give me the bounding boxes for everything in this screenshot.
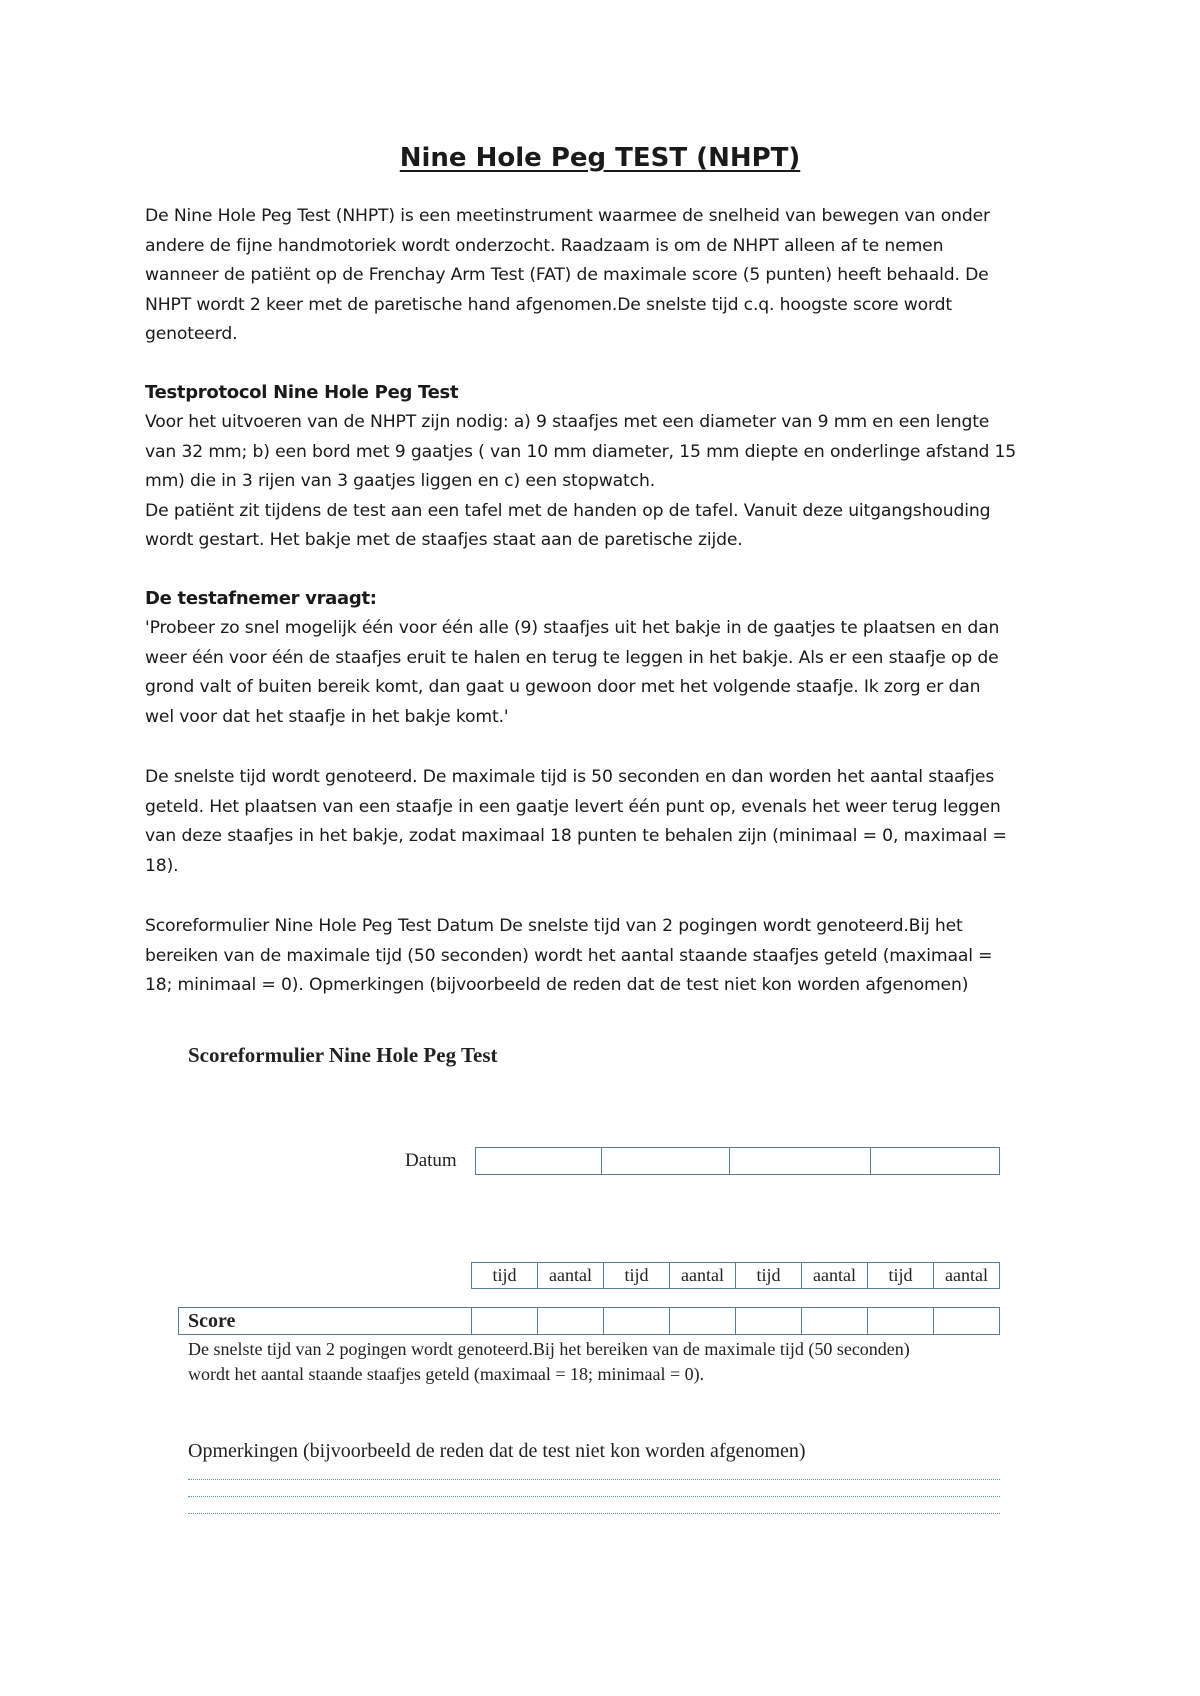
- score-cell[interactable]: [736, 1308, 802, 1334]
- score-cell[interactable]: [472, 1308, 538, 1334]
- column-header: aantal: [802, 1263, 868, 1288]
- column-header: tijd: [604, 1263, 670, 1288]
- column-header: aantal: [945, 1265, 988, 1285]
- protocol-line: wordt gestart. Het bakje met de staafjes staat aan de paretische zijde.: [145, 530, 743, 551]
- form-note-line: wordt het aantal staande staafjes geteld (maximaal = 18; minimaal = 0).: [188, 1364, 705, 1384]
- score-cell[interactable]: [604, 1308, 670, 1334]
- intro-line: genoteerd.: [145, 324, 238, 345]
- column-header: aantal: [670, 1263, 736, 1288]
- score-row: [178, 1307, 1000, 1335]
- column-header: tijd: [472, 1263, 538, 1288]
- summary-line: 18; minimaal = 0). Opmerkingen (bijvoorbeeld de reden dat de test niet kon worden afgenomen): [145, 975, 969, 996]
- protocol-line: De patiënt zit tijdens de test aan een tafel met de handen op de tafel. Vanuit deze uitgangshouding: [145, 500, 991, 521]
- summary-paragraph: [145, 912, 1065, 1001]
- summary-line: bereiken van de maximale tijd (50 seconden) wordt het aantal staande staafjes geteld (maximaal =: [145, 945, 993, 966]
- scoring-line: geteld. Het plaatsen van een staafje in een gaatje levert één punt op, evenals het weer terug leggen: [145, 796, 1001, 817]
- datum-cell[interactable]: [730, 1148, 871, 1174]
- instruction-quote: [145, 614, 1065, 732]
- datum-cell[interactable]: [871, 1148, 998, 1174]
- scoring-paragraph: [145, 763, 1065, 881]
- column-header-row: [471, 1262, 1000, 1289]
- remarks-line[interactable]: [188, 1496, 1000, 1497]
- datum-table: [475, 1147, 1000, 1175]
- intro-line: NHPT wordt 2 keer met de paretische hand afgenomen.De snelste tijd c.q. hoogste score wordt: [145, 294, 953, 315]
- scoring-line: van deze staafjes in het bakje, zodat maximaal 18 punten te behalen zijn (minimaal = 0, maximaal =: [145, 826, 1007, 847]
- intro-paragraph: [145, 202, 1065, 350]
- datum-cell[interactable]: [602, 1148, 730, 1174]
- score-cell[interactable]: [802, 1308, 868, 1334]
- protocol-line: Voor het uitvoeren van de NHPT zijn nodig: a) 9 staafjes met een diameter van 9 mm en een lengte: [145, 412, 990, 432]
- protocol-line: van 32 mm; b) een bord met 9 gaatjes ( van 10 mm diameter, 15 mm diepte en onderlinge afstand 15: [145, 441, 1017, 462]
- form-title: Scoreformulier Nine Hole Peg Test: [188, 1043, 498, 1067]
- remarks-line[interactable]: [188, 1479, 1000, 1480]
- score-cell[interactable]: [934, 1308, 999, 1334]
- intro-line: De Nine Hole Peg Test (NHPT) is een meetinstrument waarmee de snelheid van bewegen van onder: [145, 206, 990, 226]
- datum-cell[interactable]: [476, 1148, 602, 1174]
- intro-line: andere de fijne handmotoriek wordt onderzocht. Raadzaam is om de NHPT alleen af te nemen: [145, 235, 944, 256]
- summary-line: Scoreformulier Nine Hole Peg Test Datum De snelste tijd van 2 pogingen wordt genoteerd.Bij het: [145, 916, 963, 936]
- scoring-line: De snelste tijd wordt genoteerd. De maximale tijd is 50 seconden en dan worden het aantal staafjes: [145, 767, 995, 787]
- protocol-line: mm) die in 3 rijen van 3 gaatjes liggen en c) een stopwatch.: [145, 471, 656, 492]
- datum-label: Datum: [405, 1150, 457, 1171]
- score-cell[interactable]: [670, 1308, 736, 1334]
- instruction-heading: De testafnemer vraagt:: [145, 588, 377, 609]
- protocol-heading: Testprotocol Nine Hole Peg Test: [145, 382, 459, 403]
- form-note-line: De snelste tijd van 2 pogingen wordt genoteerd.Bij het bereiken van de maximale tijd (50 seconden): [188, 1339, 910, 1359]
- intro-line: wanneer de patiënt op de Frenchay Arm Test (FAT) de maximale score (5 punten) heeft behaald. De: [145, 265, 989, 286]
- score-cell[interactable]: [538, 1308, 604, 1334]
- remarks-line[interactable]: [188, 1513, 1000, 1514]
- instruction-line: grond valt of buiten bereik komt, dan gaat u gewoon door met het volgende staafje. Ik zorg er dan: [145, 677, 981, 698]
- column-header: tijd: [868, 1263, 934, 1288]
- instruction-line: wel voor dat het staafje in het bakje komt.': [145, 706, 509, 727]
- remarks-title: Opmerkingen (bijvoorbeeld de reden dat de test niet kon worden afgenomen): [188, 1440, 806, 1462]
- scoring-line: 18).: [145, 855, 179, 876]
- page-title: Nine Hole Peg TEST (NHPT): [399, 143, 801, 173]
- score-label: Score: [179, 1308, 472, 1334]
- column-header: aantal: [538, 1263, 604, 1288]
- instruction-line: 'Probeer zo snel mogelijk één voor één alle (9) staafjes uit het bakje in de gaatjes te plaatsen en dan: [145, 618, 1000, 638]
- score-cell[interactable]: [868, 1308, 934, 1334]
- column-header: tijd: [736, 1263, 802, 1288]
- instruction-line: weer één voor één de staafjes eruit te halen en terug te leggen in het bakje. Als er een staafje op de: [145, 647, 999, 668]
- form-note: [188, 1337, 988, 1387]
- protocol-paragraph: [145, 408, 1065, 556]
